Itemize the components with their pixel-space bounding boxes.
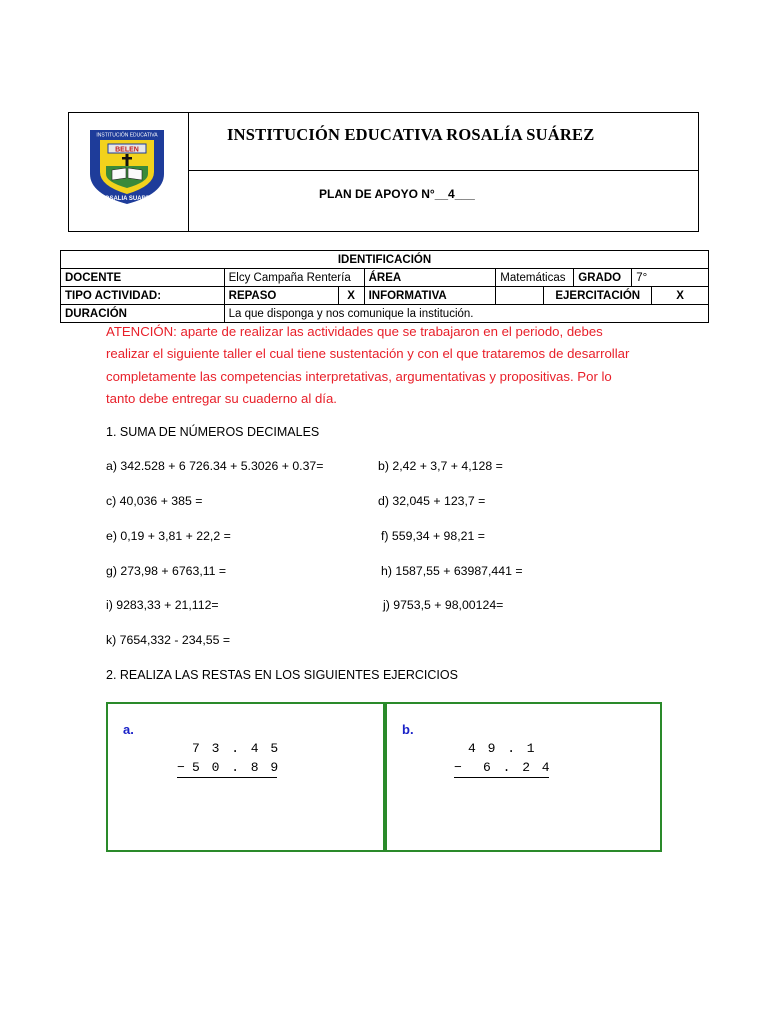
subtraction-rule-a xyxy=(177,777,277,778)
subtraction-rule-b xyxy=(454,777,549,778)
duracion-value: La que disponga y nos comunique la institución. xyxy=(224,305,708,323)
exercise-e: e) 0,19 + 3,81 + 22,2 = xyxy=(106,529,231,543)
header-box xyxy=(68,112,699,232)
grado-label: GRADO xyxy=(574,269,632,287)
section2-title: 2. REALIZA LAS RESTAS EN LOS SIGUIENTES EJERCICIOS xyxy=(106,668,458,682)
exercise-j: j) 9753,5 + 98,00124= xyxy=(383,598,504,612)
subtraction-letter-b: b. xyxy=(402,722,414,737)
informativa-label: INFORMATIVA xyxy=(364,287,496,305)
subtraction-box-b xyxy=(385,702,662,852)
attention-paragraph xyxy=(106,321,666,410)
svg-text:ROSALIA SUAREZ: ROSALIA SUAREZ xyxy=(100,196,154,202)
area-label: ÁREA xyxy=(364,269,496,287)
minus-sign-b: − xyxy=(454,760,464,775)
identification-title: IDENTIFICACIÓN xyxy=(61,251,709,269)
school-name: INSTITUCIÓN EDUCATIVA ROSALÍA SUÁREZ xyxy=(227,125,595,144)
informativa-mark xyxy=(496,287,544,305)
subtraction-letter-a: a. xyxy=(123,722,134,737)
exercise-a: a) 342.528 + 6 726.34 + 5.3026 + 0.37= xyxy=(106,459,324,473)
header-divider xyxy=(188,170,698,171)
repaso-mark: X xyxy=(338,287,364,305)
exercise-h: h) 1587,55 + 63987,441 = xyxy=(381,564,523,578)
grado-value: 7° xyxy=(632,269,709,287)
logo-cell xyxy=(69,113,189,231)
subtrahend-a: 5 0 . 8 9 xyxy=(192,760,281,775)
exercise-k: k) 7654,332 - 234,55 = xyxy=(106,633,231,647)
exercise-f: f) 559,34 + 98,21 = xyxy=(381,529,485,543)
ejercitacion-label: EJERCITACIÓN xyxy=(544,287,652,305)
exercise-c: c) 40,036 + 385 = xyxy=(106,494,203,508)
minuend-b: 4 9 . 1 xyxy=(468,741,537,756)
attention-line: ATENCIÓN: aparte de realizar las actividades que se trabajaron en el periodo, debes xyxy=(106,324,603,339)
section1-title: 1. SUMA DE NÚMEROS DECIMALES xyxy=(106,425,320,439)
minuend-a: 7 3 . 4 5 xyxy=(192,741,281,756)
attention-line: completamente las competencias interpretativas, argumentativas y propositivas. Por lo xyxy=(106,368,612,384)
area-value: Matemáticas xyxy=(496,269,574,287)
ejercitacion-mark: X xyxy=(652,287,709,305)
docente-label: DOCENTE xyxy=(61,269,225,287)
subtrahend-b: 6 . 2 4 xyxy=(483,760,552,775)
attention-line: realizar el siguiente taller el cual tiene sustentación y con el que trataremos de desarrollar xyxy=(106,346,630,362)
school-crest-logo xyxy=(82,124,172,208)
duracion-label: DURACIÓN xyxy=(61,305,225,323)
docente-value: Elcy Campaña Rentería xyxy=(224,269,364,287)
identification-table xyxy=(60,250,709,323)
exercise-d: d) 32,045 + 123,7 = xyxy=(378,494,486,508)
svg-text:INSTITUCIÓN EDUCATIVA: INSTITUCIÓN EDUCATIVA xyxy=(96,132,158,139)
exercise-g: g) 273,98 + 6763,11 = xyxy=(106,564,227,578)
minus-sign-a: − xyxy=(177,760,187,775)
subtraction-box-a xyxy=(106,702,385,852)
repaso-label: REPASO xyxy=(224,287,338,305)
svg-text:BELEN: BELEN xyxy=(115,146,139,154)
exercise-b: b) 2,42 + 3,7 + 4,128 = xyxy=(378,459,503,473)
plan-title: PLAN DE APOYO N°__4___ xyxy=(319,187,475,201)
exercise-i: i) 9283,33 + 21,112= xyxy=(106,598,219,612)
attention-line: tanto debe entregar su cuaderno al día. xyxy=(106,390,337,406)
tipo-actividad-label: TIPO ACTIVIDAD: xyxy=(61,287,225,305)
